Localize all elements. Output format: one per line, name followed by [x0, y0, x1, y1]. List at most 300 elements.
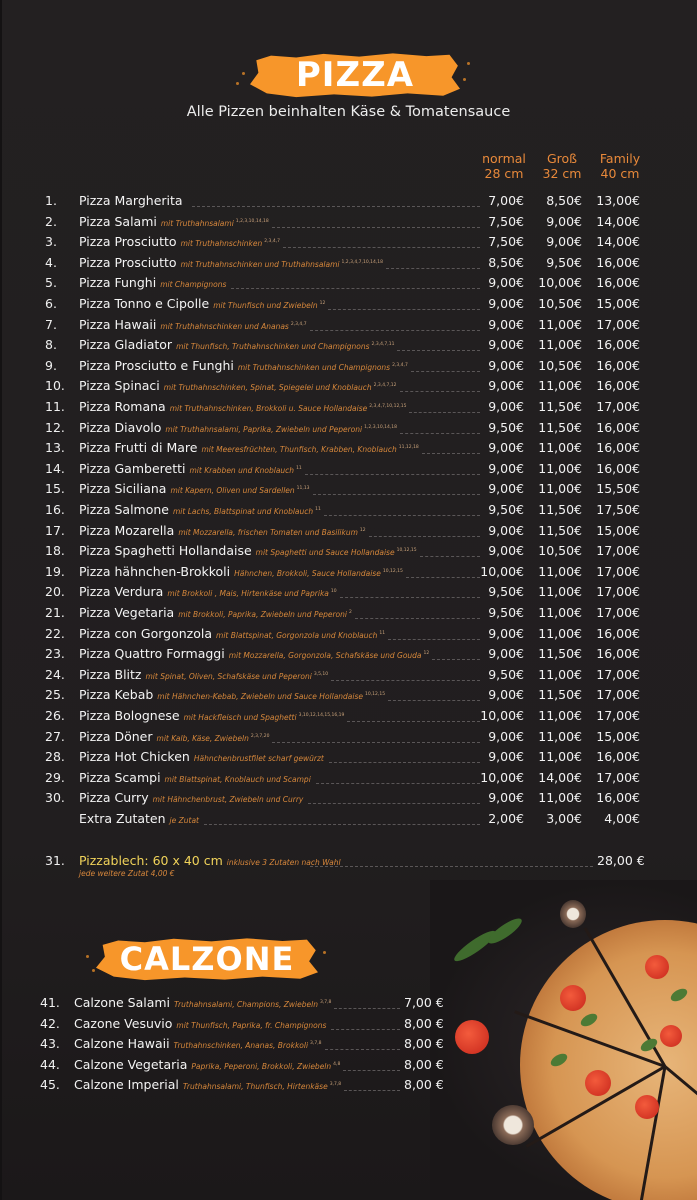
dotted-leader [272, 742, 480, 743]
price-normal: 9,50€ [488, 502, 524, 517]
dotted-leader [283, 247, 480, 248]
item-price: 8,00 € [404, 1077, 444, 1093]
item-name: Pizza Kebab [79, 687, 154, 703]
pizza-item-row [0, 193, 697, 213]
allergen-footnotes: 2,3,4,7,10,12,15 [369, 404, 407, 409]
price-family: 17,00€ [596, 584, 640, 600]
allergen-footnotes: 3,7,8 [310, 1041, 322, 1047]
price-family: 16,00€ [596, 419, 640, 435]
dotted-leader [305, 474, 480, 475]
item-number: 29. [45, 769, 65, 785]
price-gross: 11,50€ [538, 687, 582, 703]
price-normal: 9,00€ [488, 543, 524, 559]
column-header-family [590, 151, 650, 181]
item-description: je Zutat [169, 816, 199, 825]
dotted-leader [388, 639, 480, 640]
column-size: 40 cm [600, 166, 640, 181]
price-family: 16,00€ [596, 625, 640, 641]
item-number: 22. [45, 625, 65, 641]
pizza-item-row [0, 564, 697, 584]
dotted-leader [347, 721, 480, 722]
price-normal: 2,00€ [488, 811, 524, 826]
price-family: 17,00€ [596, 769, 640, 785]
price-normal: 9,00€ [488, 440, 524, 456]
item-name-group [79, 790, 305, 805]
column-label: Family [599, 151, 641, 166]
item-number: 41. [40, 995, 60, 1010]
price-gross: 14,00€ [538, 769, 582, 785]
item-name: Pizza Tonno e Cipolle [79, 296, 210, 311]
item-name: Pizza Verdura [79, 584, 164, 600]
item-price: 7,00 € [404, 995, 444, 1010]
price-family: 17,00€ [596, 666, 640, 682]
pizza-item-row [0, 317, 697, 337]
price-normal: 9,00€ [488, 337, 524, 353]
dotted-leader [231, 288, 480, 289]
item-number: 7. [45, 316, 57, 332]
item-description: mit Truthahnsalami, Paprika, Zwiebeln und Peperoni [165, 424, 363, 434]
price-family: 17,00€ [596, 605, 640, 620]
calzone-section-title: CALZONE [119, 940, 295, 978]
item-description: Truthahnsalami, Thunfisch, Hirtenkäse [182, 1082, 328, 1092]
item-name-group [79, 853, 341, 868]
dotted-leader [386, 268, 480, 269]
item-number: 26. [45, 708, 65, 723]
pizza-item-row [0, 626, 697, 646]
price-normal: 9,00€ [488, 646, 524, 662]
allergen-footnotes: 2,3,4,7 [264, 239, 280, 245]
allergen-footnotes: 11 [379, 630, 386, 636]
price-family: 16,00€ [596, 790, 640, 806]
allergen-footnotes: 4,8 [333, 1061, 341, 1067]
item-number: 11. [45, 399, 65, 414]
item-name: Calzone Hawaii [74, 1036, 170, 1052]
price-normal: 9,50€ [488, 605, 524, 620]
item-name: Pizza Scampi [79, 769, 161, 785]
dotted-leader [316, 783, 480, 784]
item-description: mit Truthahnschinken, Spinat, Spiegelei und Knoblauch [163, 383, 372, 393]
dotted-leader [355, 618, 480, 619]
price-normal: 9,00€ [488, 296, 524, 311]
item-number: 28. [45, 749, 65, 765]
item-name: Pizza Spaghetti Hollandaise [79, 543, 252, 559]
item-number: 27. [45, 728, 65, 744]
price-gross: 11,00€ [538, 625, 582, 641]
price-gross: 11,50€ [538, 522, 582, 538]
item-name: Pizza Prosciutto e Funghi [79, 357, 234, 373]
price-family: 14,00€ [596, 234, 640, 250]
calzone-item-row [0, 1036, 697, 1056]
item-name-group [79, 605, 352, 620]
price-family: 4,00€ [604, 811, 640, 826]
price-family: 16,00€ [596, 460, 640, 476]
item-name-group [79, 255, 383, 270]
item-name-group [79, 523, 366, 538]
item-number: 13. [45, 440, 65, 456]
price-gross: 11,00€ [538, 440, 582, 456]
dotted-leader [340, 597, 480, 598]
dotted-leader [331, 680, 480, 681]
item-number: 12. [45, 419, 65, 435]
item-name: Pizza Siciliana [79, 481, 167, 497]
item-name: Pizzablech: 60 x 40 cm [79, 853, 223, 868]
allergen-footnotes: 3,10,12,14,15,16,19 [298, 713, 345, 718]
item-number: 4. [45, 254, 57, 270]
item-name-group [79, 296, 325, 311]
price-gross: 10,50€ [538, 296, 582, 311]
allergen-footnotes: 2,3,4,7,11 [371, 342, 395, 348]
dotted-leader [204, 824, 480, 825]
dotted-leader [334, 1008, 400, 1009]
allergen-footnotes: 2 [348, 610, 352, 615]
allergen-footnotes: 10 [330, 589, 337, 595]
price-family: 15,00€ [596, 296, 640, 311]
item-name-group [74, 995, 331, 1010]
pizza-item-row [0, 770, 697, 790]
pizza-item-row [0, 255, 697, 275]
price-gross: 10,00€ [538, 275, 582, 291]
allergen-footnotes: 10,12,15 [396, 548, 417, 554]
dotted-leader [313, 494, 480, 495]
item-name-group [79, 399, 406, 414]
pizza-item-row [0, 729, 697, 749]
price-family: 16,00€ [596, 749, 640, 765]
pizza-section-banner [250, 52, 460, 98]
item-description: mit Blattspinat, Knoblauch und Scampi [164, 774, 311, 784]
price-normal: 8,50€ [488, 254, 524, 270]
price-gross: 11,00€ [538, 790, 582, 806]
item-description: Truthahnschinken, Ananas, Brokkoli [173, 1041, 309, 1051]
item-description: mit Kapern, Oliven und Sardellen [170, 486, 295, 496]
item-number: 6. [45, 296, 57, 311]
price-normal: 7,50€ [488, 213, 524, 229]
item-name-group [79, 440, 419, 455]
item-name: Pizza Vegetaria [79, 605, 175, 620]
dotted-leader [411, 371, 480, 372]
item-number: 8. [45, 337, 57, 353]
dotted-leader [344, 1090, 400, 1091]
pizza-item-row [0, 461, 697, 481]
price-family: 16,00€ [596, 275, 640, 291]
item-name-group [79, 234, 280, 249]
pizza-item-row [0, 440, 697, 460]
price-family: 17,50€ [596, 502, 640, 517]
column-label: Groß [546, 151, 578, 166]
item-name-group [79, 708, 344, 723]
price-normal: 9,00€ [488, 790, 524, 806]
item-number: 45. [40, 1077, 60, 1093]
item-name-group [74, 1016, 328, 1031]
pizza-item-row [0, 543, 697, 563]
dotted-leader [420, 556, 480, 557]
allergen-footnotes: 11 [315, 507, 321, 512]
item-description: mit Truthahnschinken und Ananas [160, 321, 289, 331]
item-name: Pizza Mozarella [79, 522, 175, 538]
item-price: 8,00 € [404, 1036, 444, 1052]
price-normal: 7,50€ [488, 234, 524, 250]
pizza-item-row [0, 687, 697, 707]
item-name-group [79, 358, 408, 373]
price-gross: 11,00€ [538, 481, 582, 497]
item-description: mit Spinat, Oliven, Schafskäse und Peperoni [145, 671, 312, 681]
item-description: mit Kalb, Käse, Zwiebeln [156, 733, 249, 743]
item-description: Paprika, Peperoni, Brokkoli, Zwiebeln [191, 1061, 332, 1071]
dotted-leader [329, 762, 480, 763]
price-normal: 9,00€ [488, 522, 524, 538]
price-normal: 10,00€ [480, 563, 524, 579]
item-name-group [79, 646, 429, 661]
dotted-leader [343, 1070, 400, 1071]
price-normal: 9,50€ [488, 419, 524, 435]
price-family: 15,50€ [596, 481, 640, 497]
item-name-group [79, 337, 394, 352]
pizza-item-row [0, 399, 697, 419]
dotted-leader [400, 391, 480, 392]
pizzablech-note: jede weitere Zutat 4,00 € [79, 869, 175, 878]
price-normal: 9,00€ [488, 357, 524, 373]
column-size: 32 cm [542, 166, 582, 181]
dotted-leader [331, 1029, 400, 1030]
price-normal: 10,00€ [480, 708, 524, 723]
item-name-group [79, 461, 302, 476]
item-name: Pizza Bolognese [79, 708, 180, 723]
item-name: Pizza Spinaci [79, 378, 160, 394]
item-name: Pizza Hot Chicken [79, 749, 190, 765]
price-family: 16,00€ [596, 254, 640, 270]
calzone-item-row [0, 995, 697, 1015]
item-description: mit Thunfisch, Truthahnschinken und Champignons [176, 342, 370, 352]
price-family: 15,00€ [596, 728, 640, 744]
item-name: Calzone Salami [74, 995, 171, 1010]
price-normal: 9,00€ [488, 481, 524, 497]
item-description: mit Spaghetti und Sauce Hollandaise [255, 548, 395, 558]
allergen-footnotes: 3,7,8 [319, 1000, 332, 1005]
item-description: mit Hackfleisch und Spaghetti [183, 713, 297, 722]
item-name: Pizza Diavolo [79, 419, 162, 435]
allergen-footnotes: 2,3,4,7 [392, 362, 408, 368]
dotted-leader [310, 866, 593, 867]
item-description: mit Thunfisch und Zwiebeln [213, 301, 318, 310]
item-number: 1. [45, 193, 57, 208]
price-normal: 9,00€ [488, 399, 524, 414]
item-name-group [79, 749, 326, 764]
item-name-group [79, 626, 385, 641]
item-name-group [79, 193, 189, 208]
item-description: mit Lachs, Blattspinat und Knoblauch [173, 507, 314, 516]
item-name: Pizza Romana [79, 399, 166, 414]
item-number: 30. [45, 790, 65, 806]
item-name: Pizza Gamberetti [79, 460, 186, 476]
item-number: 23. [45, 646, 65, 662]
price-normal: 9,00€ [488, 749, 524, 765]
pizza-item-row [0, 378, 697, 398]
item-name: Extra Zutaten [79, 811, 166, 826]
dotted-leader [432, 659, 480, 660]
price-gross: 11,00€ [538, 584, 582, 600]
dotted-leader [406, 577, 480, 578]
item-name: Pizza Salmone [79, 502, 169, 517]
pizza-item-row [0, 214, 697, 234]
dotted-leader [325, 1049, 400, 1050]
price-gross: 9,00€ [546, 213, 582, 229]
item-name-group [79, 317, 307, 332]
allergen-footnotes: 1,2,3,10,14,18 [235, 218, 269, 224]
allergen-footnotes: 2,3,7,20 [250, 733, 270, 739]
pizza-item-row [0, 502, 697, 522]
price-family: 17,00€ [596, 399, 640, 414]
item-number: 42. [40, 1015, 60, 1031]
item-name: Pizza Salami [79, 213, 157, 229]
price-normal: 9,00€ [488, 625, 524, 641]
price-family: 16,00€ [596, 378, 640, 394]
pizza-subtitle: Alle Pizzen beinhalten Käse & Tomatensauce [186, 104, 511, 120]
dotted-leader [272, 227, 480, 228]
item-number: 31. [45, 853, 65, 868]
allergen-footnotes: 1,2,3,10,14,18 [364, 424, 398, 430]
item-number: 21. [45, 605, 65, 620]
item-description: inklusive 3 Zutaten nach Wahl [226, 858, 341, 867]
price-gross: 11,00€ [538, 728, 582, 744]
pizza-item-row [0, 234, 697, 254]
item-number: 2. [45, 213, 57, 229]
item-name-group [79, 502, 321, 517]
price-gross: 11,50€ [538, 646, 582, 662]
item-name: Pizza Döner [79, 728, 153, 744]
price-normal: 9,00€ [488, 728, 524, 744]
item-name-group [79, 420, 397, 435]
allergen-footnotes: 1,2,3,4,7,10,14,18 [341, 259, 383, 265]
price-gross: 10,50€ [538, 357, 582, 373]
price-family: 17,00€ [596, 563, 640, 579]
item-description: Truthahnsalami, Champions, Zwiebeln [174, 1000, 318, 1009]
item-name-group [79, 584, 337, 599]
item-number: 16. [45, 502, 65, 517]
item-description: mit Blattspinat, Gorgonzola und Knoblauch [216, 630, 378, 640]
price-gross: 11,00€ [538, 666, 582, 682]
item-name: Pizza Curry [79, 790, 149, 806]
item-number: 9. [45, 357, 57, 373]
dotted-leader [308, 803, 480, 804]
dotted-leader [409, 412, 480, 413]
price-gross: 9,50€ [546, 254, 582, 270]
item-name: Pizza Funghi [79, 275, 157, 291]
item-name: Calzone Vegetaria [74, 1056, 188, 1072]
item-description: mit Truthahnschinken und Truthahnsalami [180, 259, 340, 269]
price-gross: 11,00€ [538, 605, 582, 620]
price-gross: 11,50€ [538, 399, 582, 414]
pizza-item-row [0, 296, 697, 316]
column-size: 28 cm [484, 166, 524, 181]
item-description: mit Krabben und Knoblauch [189, 465, 295, 475]
item-description: mit Brokkoli , Mais, Hirtenkäse und Paprika [167, 589, 329, 599]
item-name: Pizza Quattro Formaggi [79, 646, 225, 662]
allergen-footnotes: 11,13 [296, 486, 310, 492]
allergen-footnotes: 10,12,15 [382, 568, 403, 574]
pizza-section-title: PIZZA [295, 55, 415, 95]
price-normal: 9,00€ [488, 378, 524, 394]
item-description: mit Truthahnschinken, Brokkoli u. Sauce Hollandaise [169, 404, 368, 413]
dotted-leader [369, 536, 480, 537]
price-normal: 9,00€ [488, 316, 524, 332]
calzone-item-row [0, 1057, 697, 1077]
price-gross: 3,00€ [546, 811, 582, 826]
item-name-group [79, 214, 269, 229]
item-description: mit Champignons [160, 280, 227, 290]
pizza-item-row [0, 337, 697, 357]
allergen-footnotes: 3,5,10 [313, 671, 329, 677]
item-name-group [74, 1036, 322, 1051]
item-description: mit Hähnchenbrust, Zwiebeln und Curry [152, 795, 304, 805]
price-gross: 11,50€ [538, 502, 582, 517]
item-description: mit Mozzarella, Gorgonzola, Schafskäse und Gouda [228, 651, 422, 661]
dotted-leader [324, 515, 480, 516]
item-name-group [79, 811, 201, 826]
pizza-item-row [0, 646, 697, 666]
dotted-leader [397, 350, 480, 351]
dotted-leader [328, 309, 480, 310]
item-number: 19. [45, 563, 65, 579]
item-description: mit Hähnchen-Kebab, Zwiebeln und Sauce Hollandaise [157, 692, 364, 702]
pizza-item-row [0, 358, 697, 378]
calzone-section-banner [96, 937, 318, 981]
price-gross: 11,00€ [538, 378, 582, 394]
item-name-group [79, 770, 313, 785]
item-name-group [79, 564, 403, 579]
item-description: mit Truthahnsalami [160, 218, 234, 228]
item-number: 18. [45, 543, 65, 559]
item-number: 20. [45, 584, 65, 600]
price-gross: 11,00€ [538, 563, 582, 579]
item-number: 43. [40, 1036, 60, 1052]
item-number: 5. [45, 275, 57, 291]
pizza-item-row [0, 275, 697, 295]
item-number: 17. [45, 522, 65, 538]
price-family: 16,00€ [596, 646, 640, 662]
item-description: mit Truthahnschinken [180, 239, 263, 249]
item-price: 28,00 € [597, 853, 645, 868]
pizza-item-row [0, 749, 697, 769]
allergen-footnotes: 12 [359, 527, 366, 533]
price-gross: 11,00€ [538, 460, 582, 476]
item-description: Hähnchen, Brokkoli, Sauce Hollandaise [234, 568, 381, 578]
item-name: Pizza con Gorgonzola [79, 625, 213, 641]
item-number: 44. [40, 1056, 60, 1072]
item-price: 8,00 € [404, 1015, 444, 1031]
item-name: Pizza Prosciutto [79, 254, 177, 270]
dotted-leader [388, 700, 480, 701]
item-name-group [79, 378, 397, 393]
item-number: 10. [45, 378, 65, 394]
item-description: mit Meeresfrüchten, Thunfisch, Krabben, Knoblauch [201, 445, 397, 455]
pizza-item-row [0, 420, 697, 440]
allergen-footnotes: 3,7,8 [329, 1082, 342, 1088]
price-family: 14,00€ [596, 213, 640, 229]
allergen-footnotes: 11,12,18 [398, 445, 419, 451]
allergen-footnotes: 12 [319, 301, 326, 306]
item-description: mit Mozzarella, frischen Tomaten und Basilikum [178, 527, 358, 537]
item-name: Pizza Gladiator [79, 337, 173, 353]
price-family: 17,00€ [596, 316, 640, 332]
price-normal: 9,50€ [488, 584, 524, 600]
dotted-leader [400, 433, 480, 434]
price-family: 16,00€ [596, 337, 640, 353]
pizza-item-row [0, 790, 697, 810]
pizza-item-row [0, 481, 697, 501]
allergen-footnotes: 2,3,4,7 [290, 321, 307, 327]
item-name-group [79, 481, 310, 496]
column-label: normal [482, 151, 526, 166]
price-family: 17,00€ [596, 708, 640, 723]
